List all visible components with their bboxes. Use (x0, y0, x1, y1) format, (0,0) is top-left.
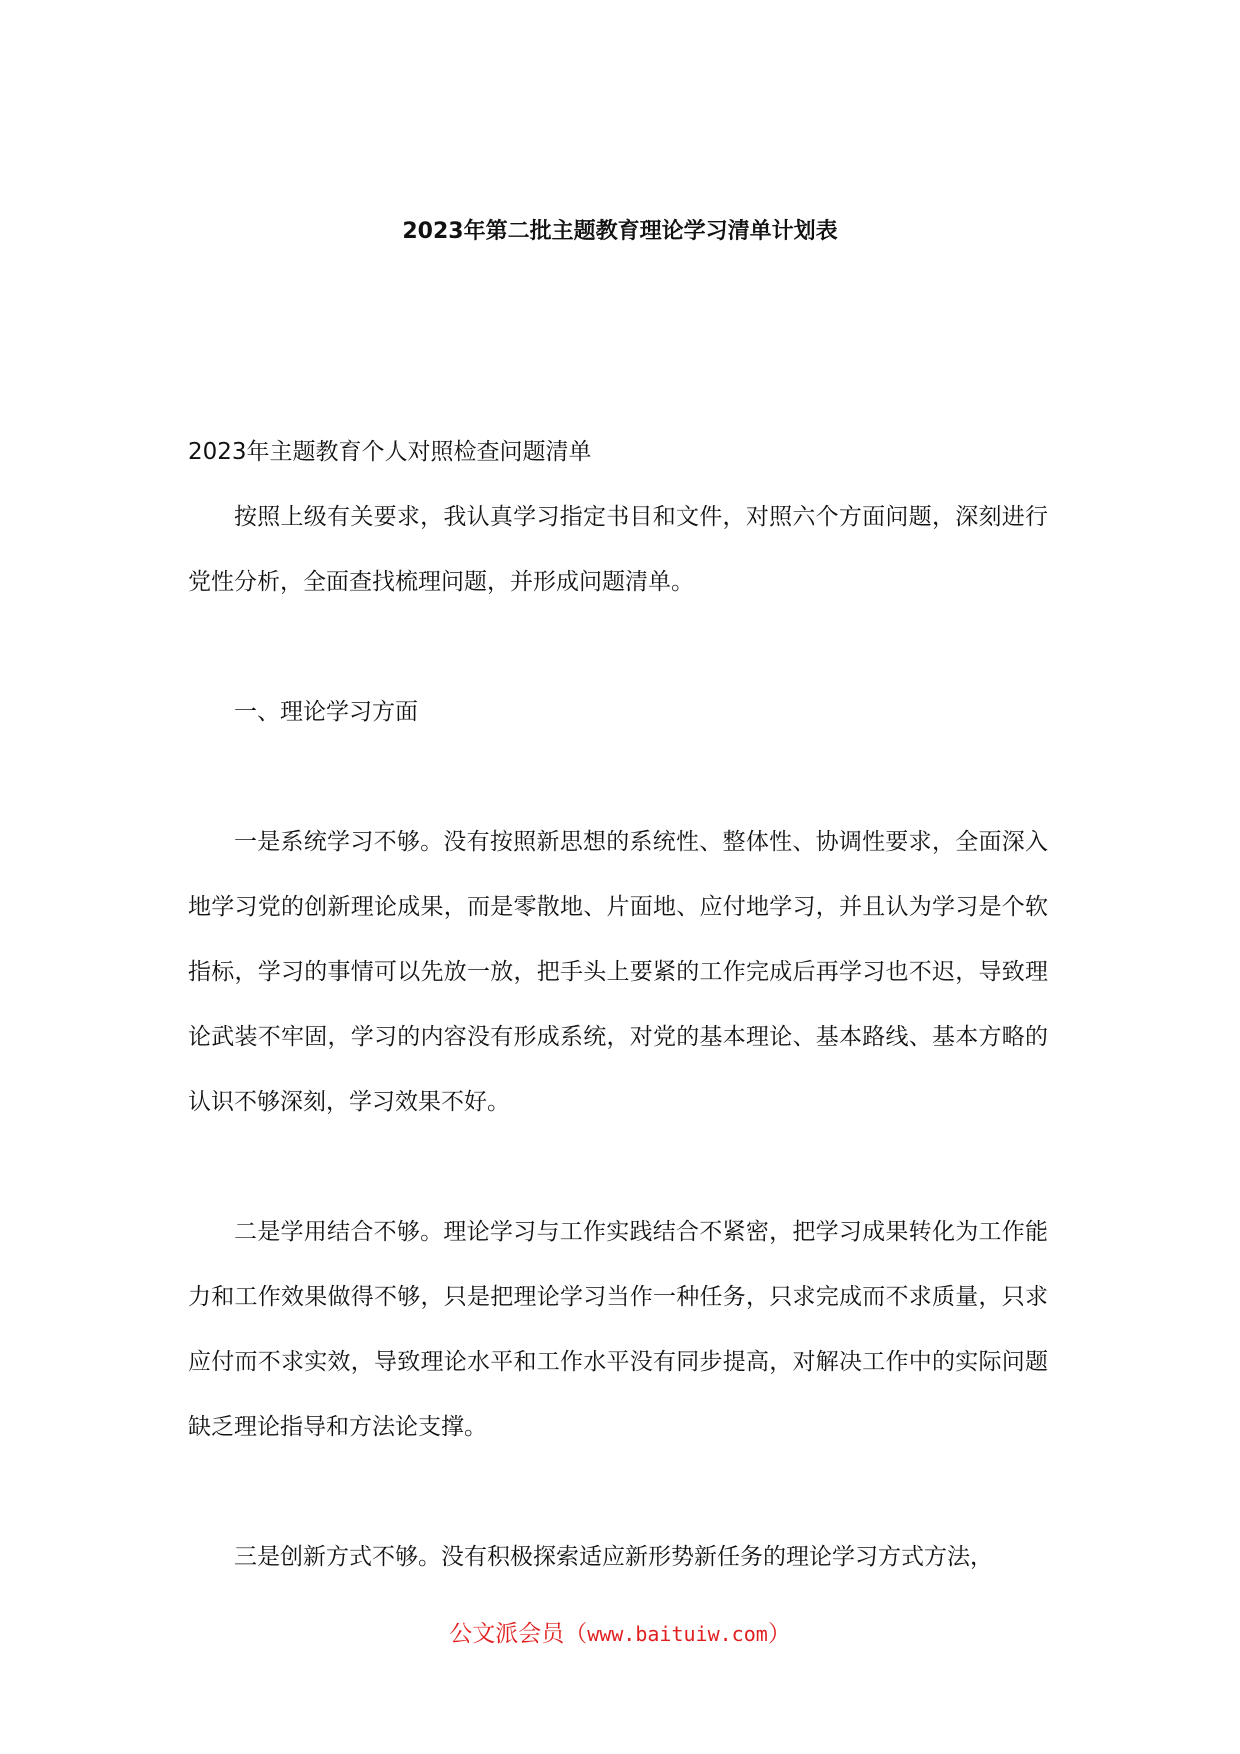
document-title: 2023年第二批主题教育理论学习清单计划表 (402, 219, 838, 244)
footer-url: www.baituiw.com (587, 1622, 768, 1646)
paragraph-spacer (188, 745, 1048, 810)
body-paragraph: 一是系统学习不够。没有按照新思想的系统性、整体性、协调性要求，全面深入地学习党的创新理论成果，而是零散地、片面地、应付地学习，并且认为学习是个软指标，学习的事情可以先放一放，把手头上要紧的工作完成后再学习也不迟，导致理论武装不牢固，学习的内容没有形成系统，对党的基本理论、基本路线、基本方略的认识不够深刻，学习效果不好。 (188, 829, 1048, 1115)
document-subtitle: 2023年主题教育个人对照检查问题清单 (188, 439, 592, 465)
footer-brand: 公文派会员 (449, 1621, 565, 1647)
body-paragraph: 二是学用结合不够。理论学习与工作实践结合不紧密，把学习成果转化为工作能力和工作效果做得不够，只是把理论学习当作一种任务，只求完成而不求质量，只求应付而不求实效，导致理论水平和工作水平没有同步提高，对解决工作中的实际问题缺乏理论指导和方法论支撑。 (188, 1219, 1048, 1440)
footer-paren-close: ） (767, 1621, 791, 1647)
paragraph-spacer (188, 615, 1048, 680)
paragraph-spacer (188, 1135, 1048, 1200)
intro-paragraph: 按照上级有关要求，我认真学习指定书目和文件，对照六个方面问题，深刻进行党性分析，全面查找梳理问题，并形成问题清单。 (188, 504, 1048, 595)
section-heading: 一、理论学习方面 (234, 699, 418, 725)
document-body (188, 420, 1048, 1590)
footer-paren-open: （ (564, 1621, 588, 1647)
body-paragraph: 三是创新方式不够。没有积极探索适应新形势新任务的理论学习方式方法， (234, 1544, 993, 1570)
footer-watermark (0, 1614, 1240, 1654)
paragraph-spacer (188, 1460, 1048, 1525)
